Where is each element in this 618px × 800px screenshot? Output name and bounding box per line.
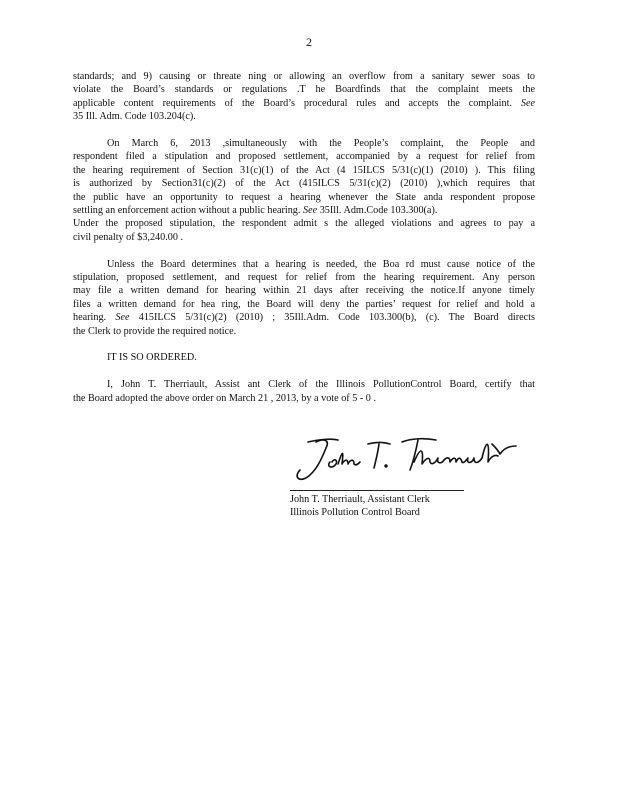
signatory-name: John T. Therriault, Assistant Clerk (290, 494, 430, 505)
order-body (73, 70, 535, 418)
signature-block (290, 428, 470, 520)
text-segment: 35Ill. Adm.Code 103.300(a). (319, 205, 438, 217)
text-segment: hearing. (73, 312, 107, 324)
text-line: may file a written demand for hearing within 21 days after receiving the notice.If anyone timely (73, 285, 535, 297)
text-line: On March 6, 2013 ,simultaneously with the People’s complaint, the People and (107, 138, 535, 150)
text-line: Under the proposed stipulation, the respondent admit s the alleged violations and agrees to pay a (73, 218, 535, 230)
text-line (73, 204, 535, 217)
page-number: 2 (306, 35, 312, 49)
text-line (73, 311, 535, 324)
citation-see: See (303, 205, 318, 217)
text-line: is authorized by Section31(c)(2) of the Act (415ILCS 5/31(c)(2) (2010) ),which requires that (73, 178, 535, 190)
text-line: Unless the Board determines that a hearing is needed, the Boa rd must cause notice of the (107, 258, 535, 270)
text-line: civil penalty of $3,240.00 . (73, 231, 184, 243)
paragraph-certification (73, 378, 535, 405)
text-line: files a written demand for hea ring, the Board will deny the parties’ request for relief and hold a (73, 298, 535, 310)
text-line: stipulation, proposed settlement, and request for relief from the hearing requirement. Any person (73, 272, 535, 284)
so-ordered: IT IS SO ORDERED. (107, 352, 197, 364)
text-line: I, John T. Therriault, Assist ant Clerk of the Illinois PollutionControl Board, certify that (107, 379, 535, 391)
paragraph-hearing-notice (73, 258, 535, 338)
citation-see: See (115, 312, 130, 324)
paragraph-complaint-acceptance (73, 70, 535, 124)
text-line: respondent filed a stipulation and proposed settlement, accompanied by a request for relief from (73, 151, 535, 163)
text-line: the Board adopted the above order on March 21 , 2013, by a vote of 5 - 0 . (73, 392, 376, 404)
signatory-organization: Illinois Pollution Control Board (290, 507, 420, 519)
text-line: 35 Ill. Adm. Code 103.204(c). (73, 111, 196, 123)
text-line: the hearing requirement of Section 31(c)(1) of the Act (4 15ILCS 5/31(c)(1) (2010) ). This filing (73, 164, 535, 176)
text-segment: 415ILCS 5/31(c)(2) (2010) ; 35Ill.Adm. Code 103.300(b), (c). The Board directs (138, 312, 535, 324)
text-line (73, 97, 535, 110)
text-line: violate the Board’s standards or regulations .T he Boardfinds that the complaint meets the (73, 84, 535, 96)
citation-see: See (520, 97, 535, 109)
paragraph-stipulation (73, 137, 535, 244)
handwritten-signature (286, 428, 526, 488)
text-line: the Clerk to provide the required notice. (73, 325, 237, 337)
text-segment: applicable content requirements of the Board’s procedural rules and accepts the complaint. (73, 97, 512, 109)
signature-line (290, 490, 464, 491)
text-line: standards; and 9) causing or threate ning or allowing an overflow from a sanitary sewer soas to (73, 71, 535, 82)
text-segment: settling an enforcement action without a public hearing. (73, 205, 301, 217)
text-line: the public have an opportunity to request a hearing whenever the State anda respondent propose (73, 191, 535, 203)
